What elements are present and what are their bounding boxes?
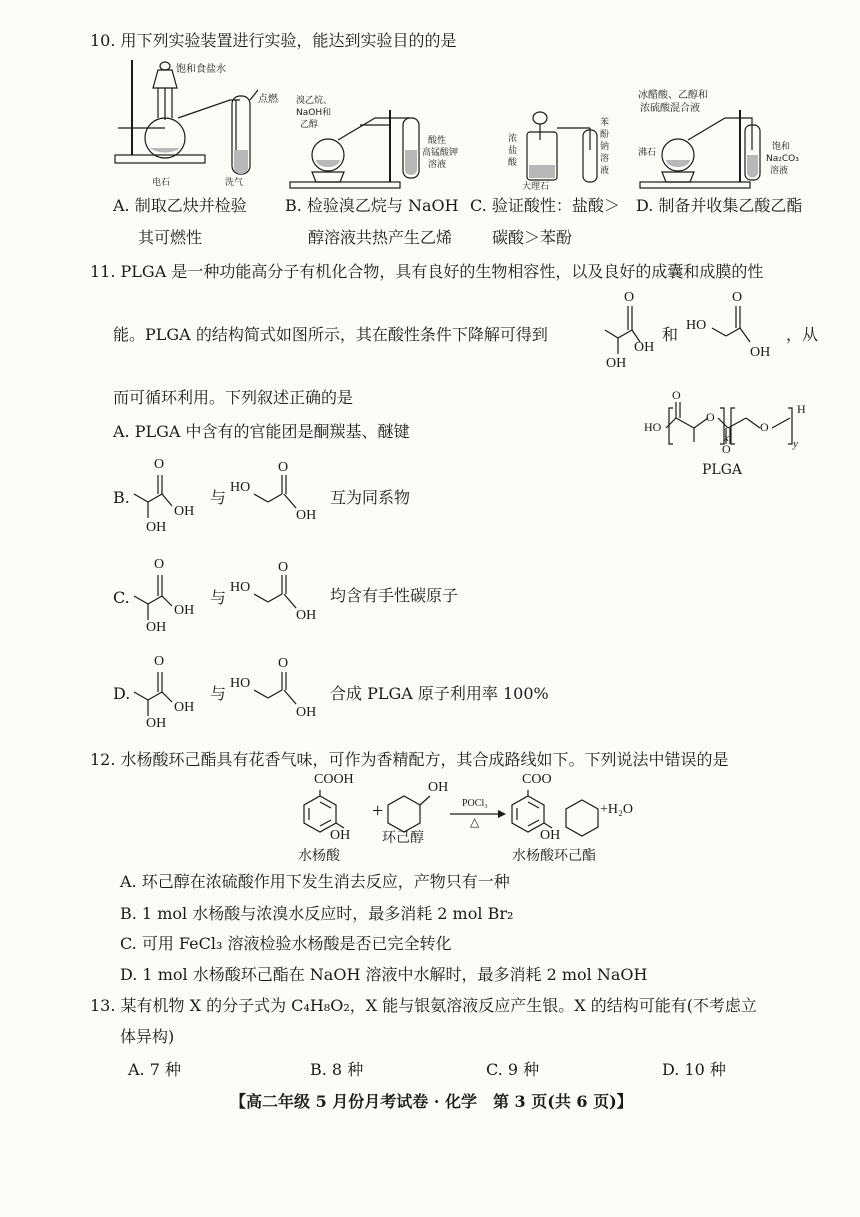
c-lactic-oh1: OH (174, 603, 195, 618)
q12-option-c: C. 可用 FeCl₃ 溶液检验水杨酸是否已完全转化 (120, 934, 452, 953)
q11-option-b-label: B. (113, 488, 130, 507)
plga-o-ether1: O (706, 410, 715, 424)
label-c-5: 酚 (600, 130, 610, 140)
plga-o-top: O (672, 388, 681, 402)
b-lactic-oh2: OH (146, 520, 167, 535)
q11-option-d-label: D. (113, 684, 131, 703)
b-glycolic-oh: OH (296, 508, 317, 523)
q10-option-a-line2: 其可燃性 (138, 228, 203, 247)
d-lactic-oh2: OH (146, 716, 167, 731)
scheme-oh-2: OH (428, 780, 449, 795)
q13-stem-line1: 13. 某有机物 X 的分子式为 C₄H₈O₂，X 能与银氨溶液反应产生银。X 的结构可能有(不考虑立 (90, 996, 757, 1015)
scheme-oh-1: OH (330, 828, 351, 843)
label-b-0: 溴乙烷、 (296, 96, 333, 106)
label-b-3: 酸性 (428, 136, 447, 146)
q11-option-d-with: 与 (210, 684, 227, 703)
c-lactic-oh2: OH (146, 620, 167, 635)
label-c-3: 大理石 (522, 182, 550, 192)
b-lactic-o: O (154, 457, 165, 472)
scheme-name-salicylic: 水杨酸 (298, 848, 340, 864)
d-glycolic-ho: HO (230, 676, 251, 691)
d-glycolic-oh: OH (296, 705, 317, 720)
q13-option-b: B. 8 种 (310, 1060, 364, 1079)
q11-option-a: A. PLGA 中含有的官能团是酮羰基、醚键 (113, 422, 410, 441)
q10-option-c-line1: C. 验证酸性：盐酸＞ (470, 196, 620, 215)
q11-option-c-label: C. (113, 588, 130, 607)
q12-option-a: A. 环己醇在浓硫酸作用下发生消去反应，产物只有一种 (120, 872, 510, 891)
label-c-2: 酸 (508, 158, 518, 168)
q13-option-c: C. 9 种 (486, 1060, 540, 1079)
plga-x: x (724, 432, 729, 444)
q10-option-a-line1: A. 制取乙炔并检验 (113, 196, 247, 215)
d-glycolic-o: O (278, 656, 289, 671)
label-d-1: 浓硫酸混合液 (640, 103, 700, 114)
q13-option-a: A. 7 种 (128, 1060, 181, 1079)
label-d-2: 沸石 (638, 148, 657, 158)
label-c-0: 浓 (508, 134, 518, 144)
b-glycolic-o: O (278, 460, 289, 475)
q12-option-d: D. 1 mol 水杨酸环己酯在 NaOH 溶液中水解时，最多消耗 2 mol NaOH (120, 965, 648, 984)
scheme-coo: COO (522, 772, 552, 787)
q10-option-d-line1: D. 制备并收集乙酸乙酯 (636, 196, 803, 215)
d-lactic-oh1: OH (174, 700, 195, 715)
scheme-water: +H₂O (600, 802, 633, 817)
label-c-6: 钠 (600, 142, 610, 152)
q10-stem: 10. 用下列实验装置进行实验，能达到实验目的的是 (90, 31, 457, 50)
label-a-2: 电石 (152, 178, 171, 188)
plga-y: y (793, 438, 798, 450)
c-glycolic-oh: OH (296, 608, 317, 623)
q10-option-b-line2: 醇溶液共热产生乙烯 (308, 228, 453, 247)
plga-o-bottom: O (722, 442, 731, 456)
c-glycolic-ho: HO (230, 580, 251, 595)
q13-stem-line2: 体异构) (120, 1027, 175, 1046)
page-footer: 【高二年级 5 月份月考试卷 · 化学 第 3 页(共 6 页)】 (230, 1092, 633, 1111)
d-lactic-o: O (154, 654, 165, 669)
label-b-4: 高锰酸钾 (422, 148, 459, 158)
scheme-plus-1: + (372, 800, 384, 822)
q13-option-d: D. 10 种 (662, 1060, 726, 1079)
scheme-oh-3: OH (540, 828, 561, 843)
q11-option-b-with: 与 (210, 488, 227, 507)
q11-stem-end: ，从 (786, 325, 819, 344)
q12-stem: 12. 水杨酸环己酯具有花香气味，可作为香精配方，其合成路线如下。下列说法中错误的是 (90, 750, 729, 769)
b-lactic-oh1: OH (174, 504, 195, 519)
q11-stem-and: 和 (662, 325, 679, 344)
label-a-1: 点燃 (258, 94, 278, 105)
b-glycolic-ho: HO (230, 480, 251, 495)
glycolic-stem-ho: HO (686, 318, 707, 333)
plga-label: PLGA (702, 462, 743, 478)
c-glycolic-o: O (278, 560, 289, 575)
label-c-7: 溶 (600, 154, 610, 164)
label-d-3: 饱和 (772, 142, 791, 152)
label-d-4: Na₂CO₃ (766, 154, 799, 164)
q11-option-b-tail: 互为同系物 (330, 488, 411, 507)
label-b-5: 溶液 (428, 160, 447, 170)
c-lactic-o: O (154, 557, 165, 572)
plga-ho: HO (644, 420, 662, 434)
label-b-1: NaOH和 (296, 108, 332, 118)
label-a-3: 洗气 (225, 178, 244, 188)
lactic-stem-o: O (624, 290, 635, 305)
label-c-8: 液 (600, 166, 610, 176)
label-d-5: 溶液 (770, 166, 789, 176)
q11-stem-line2: 能。PLGA 的结构简式如图所示，其在酸性条件下降解可得到 (113, 325, 548, 344)
label-c-1: 盐 (508, 146, 518, 156)
scheme-name-cyclohexanol: 环己醇 (382, 830, 424, 846)
q11-option-c-with: 与 (210, 588, 227, 607)
glycolic-stem-oh: OH (750, 345, 771, 360)
plga-o-ether2: O (760, 420, 769, 434)
q11-stem-line3: 而可循环利用。下列叙述正确的是 (113, 388, 354, 407)
q11-option-d-tail: 合成 PLGA 原子利用率 100% (330, 684, 549, 703)
scheme-cooh: COOH (314, 772, 354, 787)
q12-option-b: B. 1 mol 水杨酸与浓溴水反应时，最多消耗 2 mol Br₂ (120, 904, 514, 923)
q11-option-c-tail: 均含有手性碳原子 (330, 586, 459, 605)
lactic-stem-oh1: OH (634, 340, 655, 355)
scheme-heat: △ (470, 815, 480, 829)
label-c-4: 苯 (600, 118, 610, 128)
scheme-name-ester: 水杨酸环己酯 (512, 848, 596, 864)
scheme-reagent: POCl₃ (462, 798, 488, 809)
label-d-0: 冰醋酸、乙醇和 (638, 90, 708, 101)
label-b-2: 乙醇 (300, 120, 319, 130)
lactic-stem-oh2: OH (606, 356, 627, 371)
q10-option-b-line1: B. 检验溴乙烷与 NaOH (285, 196, 459, 215)
plga-h: H (797, 402, 806, 416)
q10-option-c-line2: 碳酸＞苯酚 (492, 228, 573, 247)
label-a-0: 饱和食盐水 (176, 64, 226, 75)
q11-stem-line1: 11. PLGA 是一种功能高分子有机化合物，具有良好的生物相容性，以及良好的成囊和成膜的性 (90, 262, 764, 281)
glycolic-stem-o: O (732, 290, 743, 305)
